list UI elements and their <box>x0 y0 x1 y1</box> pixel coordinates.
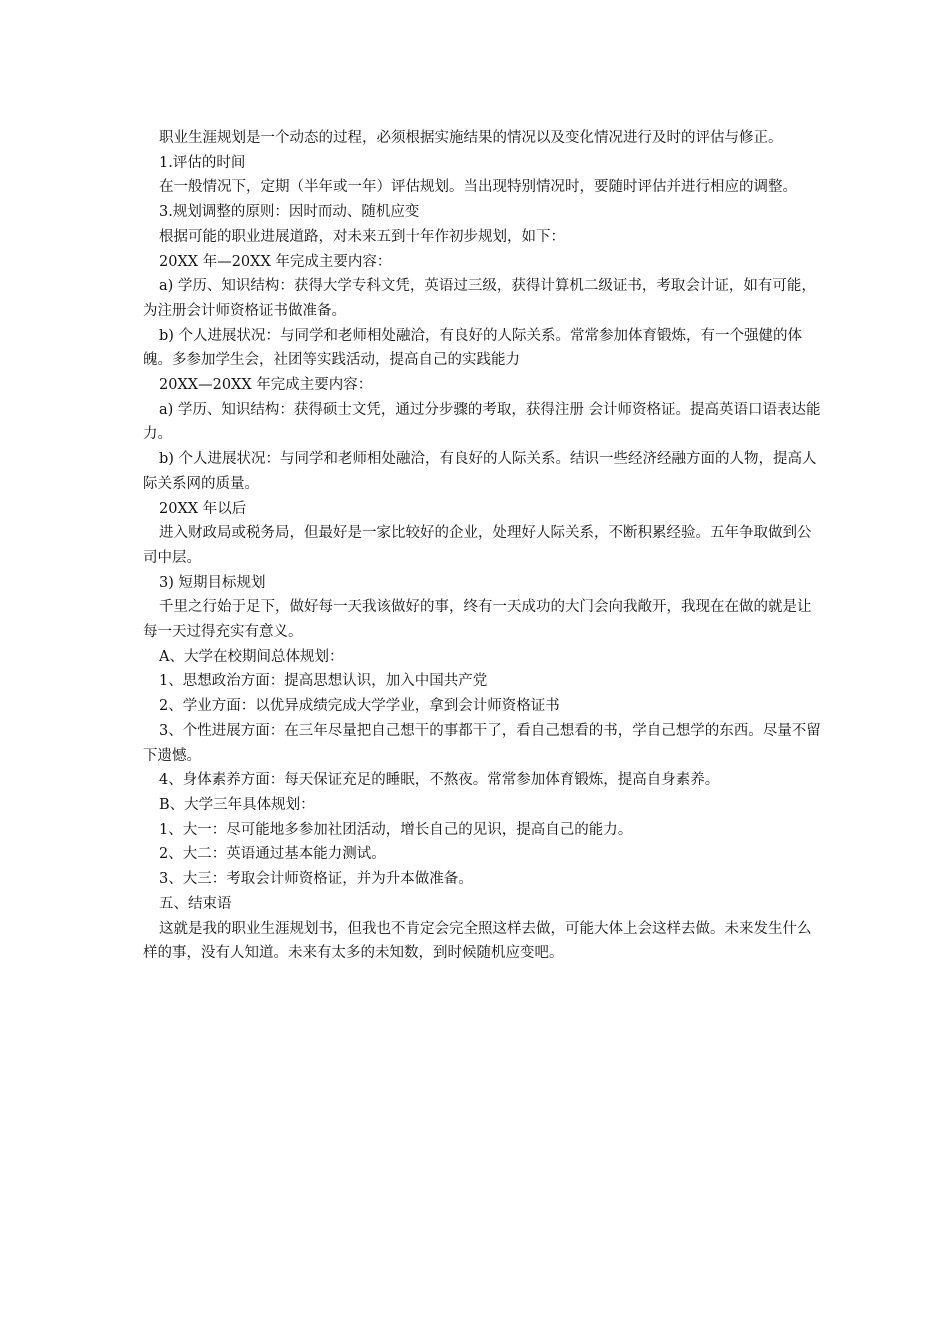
paragraph: 这就是我的职业生涯规划书，但我也不肯定会完全照这样去做，可能大体上会这样去做。未来发生什么样的事，没有人知道。未来有太多的未知数，到时候随机应变吧。 <box>143 920 812 962</box>
list-item: 1、思想政治方面：提高思想认识，加入中国共产党 <box>159 673 488 690</box>
paragraph: 在一般情况下，定期（半年或一年）评估规划。当出现特别情况时，要随时评估并进行相应的调整。 <box>159 179 797 196</box>
list-item: 4、身体素养方面：每天保证充足的睡眠，不熬夜。常常参加体育锻炼，提高自身素养。 <box>159 772 720 789</box>
paragraph: a) 学历、知识结构：获得硕士文凭，通过分步骤的考取，获得注册 会计师资格证。提高英语口语表达能力。 <box>143 401 821 443</box>
list-item: 2、学业方面：以优异成绩完成大学学业，拿到会计师资格证书 <box>159 698 560 715</box>
section-heading: 20XX 年以后 <box>159 500 247 517</box>
section-heading: 五、结束语 <box>159 895 232 912</box>
section-heading: 20XX 年—20XX 年完成主要内容： <box>159 253 392 270</box>
paragraph: b) 个人进展状况：与同学和老师相处融洽，有良好的人际关系。结识一些经济经融方面的人物，提高人际关系网的质量。 <box>143 451 817 492</box>
section-heading: 20XX—20XX 年完成主要内容： <box>159 377 373 394</box>
section-heading: 3) 短期目标规划 <box>159 574 266 591</box>
document-body <box>143 126 823 966</box>
list-item: 3、个性进展方面：在三年尽量把自己想干的事都干了，看自己想看的书，学自己想学的东西。尽量不留下遗憾。 <box>143 722 821 764</box>
paragraph: b) 个人进展状况：与同学和老师相处融洽，有良好的人际关系。常常参加体育锻炼，有一个强健的体魄。多参加学生会，社团等实践活动，提高自己的实践能力 <box>143 327 803 369</box>
section-heading: 1.评估的时间 <box>159 154 246 171</box>
list-item: 3、大三：考取会计师资格证，并为升本做准备。 <box>159 871 473 888</box>
paragraph: a) 学历、知识结构：获得大学专科文凭，英语过三级，获得计算机二级证书，考取会计证，如有可能，为注册会计师资格证书做准备。 <box>143 278 816 319</box>
paragraph: 根据可能的职业进展道路，对未来五到十年作初步规划，如下： <box>159 228 565 245</box>
paragraph: 千里之行始于足下，做好每一天我该做好的事，终有一天成功的大门会向我敞开，我现在在做的就是让每一天过得充实有意义。 <box>143 599 812 641</box>
section-heading: B、大学三年具体规划： <box>159 796 315 813</box>
section-heading: A、大学在校期间总体规划： <box>159 648 344 665</box>
paragraph: 职业生涯规划是一个动态的过程，必须根据实施结果的情况以及变化情况进行及时的评估与修正。 <box>159 130 783 146</box>
list-item: 1、大一：尽可能地多参加社团活动，增长自己的见识，提高自己的能力。 <box>159 821 633 838</box>
paragraph: 进入财政局或税务局，但最好是一家比较好的企业，处理好人际关系，不断积累经验。五年争取做到公司中层。 <box>143 525 812 566</box>
list-item: 2、大二：英语通过基本能力测试。 <box>159 846 386 863</box>
section-heading: 3.规划调整的原则：因时而动、随机应变 <box>159 204 420 221</box>
